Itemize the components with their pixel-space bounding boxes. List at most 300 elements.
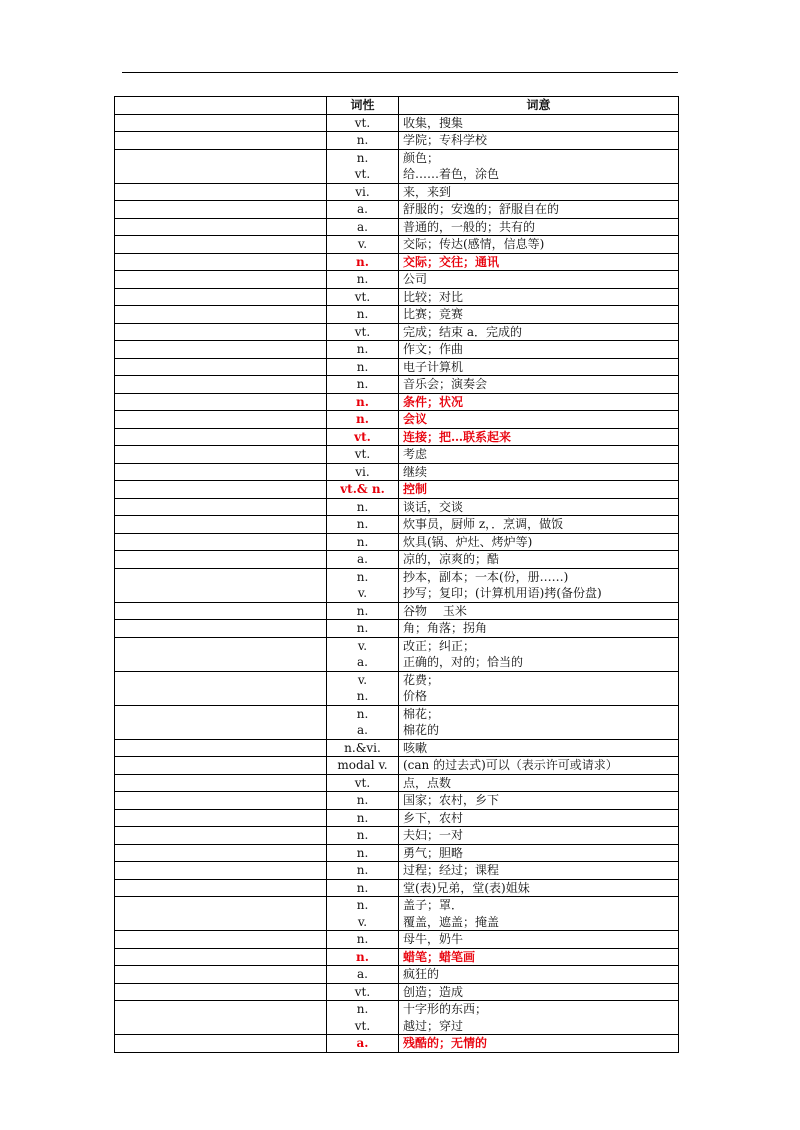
pos-text: v. <box>357 638 368 653</box>
meaning-text: 连接；把…联系起来 <box>403 429 512 444</box>
pos-text: a. <box>357 202 368 216</box>
pos-text: n. <box>356 359 369 374</box>
pos-text: n. <box>356 880 369 895</box>
table-row <box>115 739 679 757</box>
pos-cell <box>327 288 399 306</box>
pos-text: n. <box>356 517 369 531</box>
pos-cell <box>327 341 399 359</box>
pos-text: vt. <box>354 1018 371 1033</box>
meaning-cell <box>399 183 679 201</box>
pos-cell <box>327 827 399 845</box>
word-cell <box>115 393 327 411</box>
pos-text: vt. <box>354 167 371 181</box>
pos-text: n. <box>356 307 369 321</box>
meaning-text: 条件；状况 <box>403 394 464 409</box>
table-row <box>115 132 679 150</box>
word-cell <box>115 428 327 446</box>
meaning-text: 电子计算机 <box>403 359 464 374</box>
meaning-text: 改正；纠正； <box>403 638 476 653</box>
word-cell <box>115 551 327 569</box>
pos-text: vt. <box>354 429 371 444</box>
word-cell <box>115 705 327 739</box>
meaning-text: 学院；专科学校 <box>403 133 488 147</box>
word-cell <box>115 463 327 481</box>
word-cell <box>115 288 327 306</box>
table-row <box>115 358 679 376</box>
pos-text: vt. <box>354 775 371 790</box>
word-cell <box>115 114 327 132</box>
word-cell <box>115 481 327 499</box>
meaning-cell <box>399 201 679 219</box>
header-rule <box>122 72 678 73</box>
pos-text: n. <box>356 133 369 147</box>
meaning-text: 覆盖，遮盖；掩盖 <box>403 914 500 929</box>
pos-cell <box>327 271 399 289</box>
word-cell <box>115 323 327 341</box>
meaning-text: 收集，搜集 <box>403 115 464 130</box>
meaning-cell <box>399 739 679 757</box>
meaning-text: 给……着色，涂色 <box>403 167 500 181</box>
word-cell <box>115 568 327 602</box>
word-cell <box>115 253 327 271</box>
meaning-cell <box>399 757 679 775</box>
word-cell <box>115 966 327 984</box>
pos-cell <box>327 879 399 897</box>
meaning-text: 继续 <box>403 464 428 479</box>
pos-cell <box>327 149 399 183</box>
meaning-text: 母牛，奶牛 <box>403 932 464 946</box>
table-header-row <box>115 97 679 115</box>
meaning-text: 抄写；复印；(计算机用语)拷(备份盘) <box>403 586 602 600</box>
meaning-text: 乡下，农村 <box>403 810 464 825</box>
pos-text: a. <box>356 1036 369 1050</box>
word-cell <box>115 862 327 880</box>
word-cell <box>115 183 327 201</box>
pos-cell <box>327 966 399 984</box>
table-row <box>115 114 679 132</box>
table-row <box>115 393 679 411</box>
meaning-cell <box>399 463 679 481</box>
meaning-text: (can 的过去式)可以（表示许可或请求） <box>403 758 618 772</box>
table-row <box>115 288 679 306</box>
table-row <box>115 498 679 516</box>
pos-cell <box>327 897 399 931</box>
word-cell <box>115 948 327 966</box>
pos-cell <box>327 114 399 132</box>
meaning-cell <box>399 568 679 602</box>
meaning-cell <box>399 533 679 551</box>
pos-text: vt. <box>354 447 371 461</box>
pos-text: v. <box>357 586 368 600</box>
pos-text: a. <box>357 967 368 981</box>
pos-cell <box>327 568 399 602</box>
word-cell <box>115 516 327 534</box>
table-row <box>115 983 679 1001</box>
meaning-cell <box>399 516 679 534</box>
pos-cell <box>327 844 399 862</box>
pos-cell <box>327 183 399 201</box>
table-row <box>115 602 679 620</box>
table-row <box>115 705 679 739</box>
pos-cell <box>327 551 399 569</box>
table-row <box>115 516 679 534</box>
table-row <box>115 253 679 271</box>
meaning-cell <box>399 428 679 446</box>
word-cell <box>115 879 327 897</box>
pos-cell <box>327 983 399 1001</box>
pos-cell <box>327 498 399 516</box>
table-row <box>115 757 679 775</box>
pos-text: modal v. <box>337 758 388 772</box>
pos-cell <box>327 306 399 324</box>
table-row <box>115 862 679 880</box>
pos-text: n. <box>356 793 369 807</box>
meaning-text: 控制 <box>403 482 428 496</box>
pos-cell <box>327 236 399 254</box>
meaning-cell <box>399 271 679 289</box>
meaning-text: 完成；结束 a．完成的 <box>403 324 522 339</box>
meaning-text: 作文；作曲 <box>403 342 464 356</box>
pos-text: v. <box>357 237 368 251</box>
meaning-cell <box>399 774 679 792</box>
table-row <box>115 149 679 183</box>
meaning-cell <box>399 1035 679 1053</box>
word-cell <box>115 411 327 429</box>
meaning-cell <box>399 236 679 254</box>
pos-text: vt. <box>354 984 371 999</box>
table-row <box>115 844 679 862</box>
pos-cell <box>327 620 399 638</box>
meaning-text: 过程；经过；课程 <box>403 863 500 877</box>
meaning-text: 谷物 玉米 <box>403 603 467 618</box>
pos-text: n. <box>356 272 369 286</box>
meaning-cell <box>399 1001 679 1035</box>
pos-text: a. <box>357 552 368 566</box>
pos-text: n. <box>356 932 369 946</box>
table-row <box>115 551 679 569</box>
meaning-text: 凉的，凉爽的；酷 <box>403 552 500 566</box>
meaning-cell <box>399 411 679 429</box>
meaning-text: 咳嗽 <box>403 740 428 755</box>
pos-text: n. <box>356 828 369 842</box>
meaning-cell <box>399 879 679 897</box>
word-cell <box>115 637 327 671</box>
meaning-text: 创造；造成 <box>403 984 464 999</box>
meaning-cell <box>399 288 679 306</box>
table-row <box>115 218 679 236</box>
meaning-cell <box>399 218 679 236</box>
meaning-text: 十字形的东西； <box>403 1002 488 1016</box>
pos-text: n.&vi. <box>344 740 381 755</box>
table-row <box>115 481 679 499</box>
pos-text: v. <box>357 672 368 687</box>
pos-cell <box>327 446 399 464</box>
pos-text: n. <box>356 534 369 549</box>
meaning-text: 交际；传达(感情，信息等) <box>403 237 545 251</box>
table-row <box>115 306 679 324</box>
pos-text: vi. <box>355 184 370 199</box>
meaning-text: 比较；对比 <box>403 289 464 304</box>
table-row <box>115 323 679 341</box>
meaning-text: 考虑 <box>403 447 428 461</box>
table-row <box>115 948 679 966</box>
meaning-cell <box>399 341 679 359</box>
pos-text: n. <box>356 603 369 618</box>
meaning-text: 比赛；竞赛 <box>403 307 464 321</box>
word-cell <box>115 739 327 757</box>
meaning-cell <box>399 132 679 150</box>
word-column-header <box>115 97 327 115</box>
table-row <box>115 568 679 602</box>
pos-text: vt. <box>354 115 371 130</box>
meaning-text: 越过；穿过 <box>403 1018 464 1033</box>
pos-cell <box>327 774 399 792</box>
meaning-cell <box>399 358 679 376</box>
pos-cell <box>327 516 399 534</box>
meaning-cell <box>399 602 679 620</box>
table-row <box>115 341 679 359</box>
meaning-text: 音乐会；演奏会 <box>403 377 488 391</box>
table-row <box>115 637 679 671</box>
word-cell <box>115 983 327 1001</box>
table-row <box>115 463 679 481</box>
pos-cell <box>327 428 399 446</box>
meaning-text: 棉花的 <box>403 723 440 737</box>
table-row <box>115 1035 679 1053</box>
pos-text: n. <box>356 689 369 703</box>
word-cell <box>115 498 327 516</box>
table-row <box>115 774 679 792</box>
word-cell <box>115 533 327 551</box>
word-cell <box>115 376 327 394</box>
pos-text: n. <box>356 949 369 964</box>
meaning-cell <box>399 253 679 271</box>
meaning-cell <box>399 931 679 949</box>
meaning-cell <box>399 809 679 827</box>
pos-text: a. <box>357 723 368 737</box>
pos-text: n. <box>356 342 369 356</box>
table-row <box>115 236 679 254</box>
word-cell <box>115 201 327 219</box>
meaning-text: 交际；交往；通讯 <box>403 254 500 269</box>
meaning-text: 疯狂的 <box>403 967 440 981</box>
meaning-cell <box>399 897 679 931</box>
pos-column-header: 词性 <box>327 97 399 115</box>
meaning-text: 炊事员，厨师 z，．烹调，做饭 <box>403 517 564 531</box>
pos-cell <box>327 253 399 271</box>
meaning-text: 残酷的；无情的 <box>403 1036 488 1050</box>
pos-text: n. <box>356 394 369 409</box>
vocabulary-table <box>114 96 679 1053</box>
word-cell <box>115 827 327 845</box>
pos-text: n. <box>356 706 369 721</box>
meaning-cell <box>399 306 679 324</box>
meaning-text: 普通的，一般的；共有的 <box>403 219 536 234</box>
meaning-cell <box>399 671 679 705</box>
meaning-text: 花费； <box>403 672 440 687</box>
word-cell <box>115 774 327 792</box>
table-row <box>115 827 679 845</box>
meaning-cell <box>399 983 679 1001</box>
table-row <box>115 931 679 949</box>
table-row <box>115 966 679 984</box>
table-row <box>115 428 679 446</box>
word-cell <box>115 844 327 862</box>
meaning-text: 会议 <box>403 412 428 426</box>
meaning-text: 国家；农村，乡下 <box>403 793 500 807</box>
pos-text: vt.& n. <box>340 482 385 496</box>
pos-text: n. <box>356 150 369 165</box>
pos-text: a. <box>357 219 368 234</box>
pos-cell <box>327 218 399 236</box>
word-cell <box>115 792 327 810</box>
pos-cell <box>327 411 399 429</box>
pos-text: a. <box>357 655 368 669</box>
pos-cell <box>327 671 399 705</box>
meaning-cell <box>399 827 679 845</box>
table-row <box>115 446 679 464</box>
pos-cell <box>327 463 399 481</box>
pos-cell <box>327 323 399 341</box>
pos-cell <box>327 705 399 739</box>
pos-cell <box>327 602 399 620</box>
pos-text: vt. <box>354 324 371 339</box>
meaning-text: 颜色； <box>403 150 440 165</box>
pos-text: n. <box>356 845 369 860</box>
word-cell <box>115 341 327 359</box>
meaning-text: 价格 <box>403 689 428 703</box>
meaning-text: 蜡笔；蜡笔画 <box>403 949 476 964</box>
meaning-text: 点，点数 <box>403 775 452 790</box>
meaning-cell <box>399 844 679 862</box>
table-row <box>115 271 679 289</box>
meaning-cell <box>399 637 679 671</box>
pos-cell <box>327 533 399 551</box>
word-cell <box>115 446 327 464</box>
table-row <box>115 376 679 394</box>
table-row <box>115 792 679 810</box>
pos-text: n. <box>356 863 369 877</box>
table-row <box>115 879 679 897</box>
pos-text: n. <box>356 898 369 912</box>
table-row <box>115 533 679 551</box>
pos-cell <box>327 376 399 394</box>
meaning-cell <box>399 323 679 341</box>
word-cell <box>115 620 327 638</box>
word-cell <box>115 271 327 289</box>
meaning-text: 棉花； <box>403 706 440 721</box>
meaning-text: 舒服的；安逸的；舒服自在的 <box>403 202 560 216</box>
meaning-cell <box>399 393 679 411</box>
meaning-text: 来，来到 <box>403 184 452 199</box>
word-cell <box>115 671 327 705</box>
word-cell <box>115 306 327 324</box>
meaning-text: 抄本，副本；一本(份，册……) <box>403 569 569 584</box>
table-row <box>115 897 679 931</box>
word-cell <box>115 358 327 376</box>
table-row <box>115 183 679 201</box>
table-row <box>115 1001 679 1035</box>
word-cell <box>115 809 327 827</box>
word-cell <box>115 897 327 931</box>
meaning-cell <box>399 948 679 966</box>
pos-cell <box>327 809 399 827</box>
pos-cell <box>327 132 399 150</box>
pos-text: n. <box>356 621 369 635</box>
pos-text: n. <box>356 377 369 391</box>
word-cell <box>115 602 327 620</box>
word-cell <box>115 1001 327 1035</box>
meaning-text: 盖子；罩． <box>403 898 464 912</box>
pos-text: n. <box>356 569 369 584</box>
word-cell <box>115 236 327 254</box>
pos-cell <box>327 1001 399 1035</box>
meaning-column-header: 词意 <box>399 97 679 115</box>
pos-cell <box>327 739 399 757</box>
table-row <box>115 671 679 705</box>
pos-cell <box>327 792 399 810</box>
pos-cell <box>327 201 399 219</box>
pos-cell <box>327 931 399 949</box>
word-cell <box>115 149 327 183</box>
pos-cell <box>327 393 399 411</box>
meaning-cell <box>399 114 679 132</box>
pos-text: v. <box>357 914 368 929</box>
pos-text: n. <box>356 499 369 514</box>
pos-cell <box>327 637 399 671</box>
meaning-text: 公司 <box>403 272 428 286</box>
pos-cell <box>327 757 399 775</box>
pos-text: n. <box>356 412 369 426</box>
meaning-cell <box>399 551 679 569</box>
meaning-cell <box>399 620 679 638</box>
pos-cell <box>327 862 399 880</box>
word-cell <box>115 757 327 775</box>
meaning-cell <box>399 862 679 880</box>
meaning-text: 角；角落；拐角 <box>403 621 488 635</box>
table-row <box>115 620 679 638</box>
meaning-cell <box>399 446 679 464</box>
pos-text: n. <box>356 810 369 825</box>
pos-cell <box>327 358 399 376</box>
meaning-cell <box>399 498 679 516</box>
table-row <box>115 809 679 827</box>
meaning-cell <box>399 705 679 739</box>
pos-cell <box>327 948 399 966</box>
word-cell <box>115 1035 327 1053</box>
meaning-text: 勇气；胆略 <box>403 845 464 860</box>
table-row <box>115 201 679 219</box>
meaning-text: 谈话，交谈 <box>403 499 464 514</box>
word-cell <box>115 132 327 150</box>
pos-cell <box>327 1035 399 1053</box>
table-row <box>115 411 679 429</box>
meaning-text: 炊具(锅、炉灶、烤炉等) <box>403 534 533 549</box>
meaning-cell <box>399 966 679 984</box>
word-cell <box>115 931 327 949</box>
pos-text: vi. <box>355 464 370 479</box>
meaning-text: 夫妇；一对 <box>403 828 464 842</box>
meaning-cell <box>399 481 679 499</box>
pos-cell <box>327 481 399 499</box>
meaning-cell <box>399 376 679 394</box>
meaning-text: 正确的，对的；恰当的 <box>403 655 524 669</box>
meaning-text: 堂(表)兄弟，堂(表)姐妹 <box>403 880 530 895</box>
meaning-cell <box>399 792 679 810</box>
pos-text: n. <box>356 254 369 269</box>
word-cell <box>115 218 327 236</box>
pos-text: vt. <box>354 289 371 304</box>
